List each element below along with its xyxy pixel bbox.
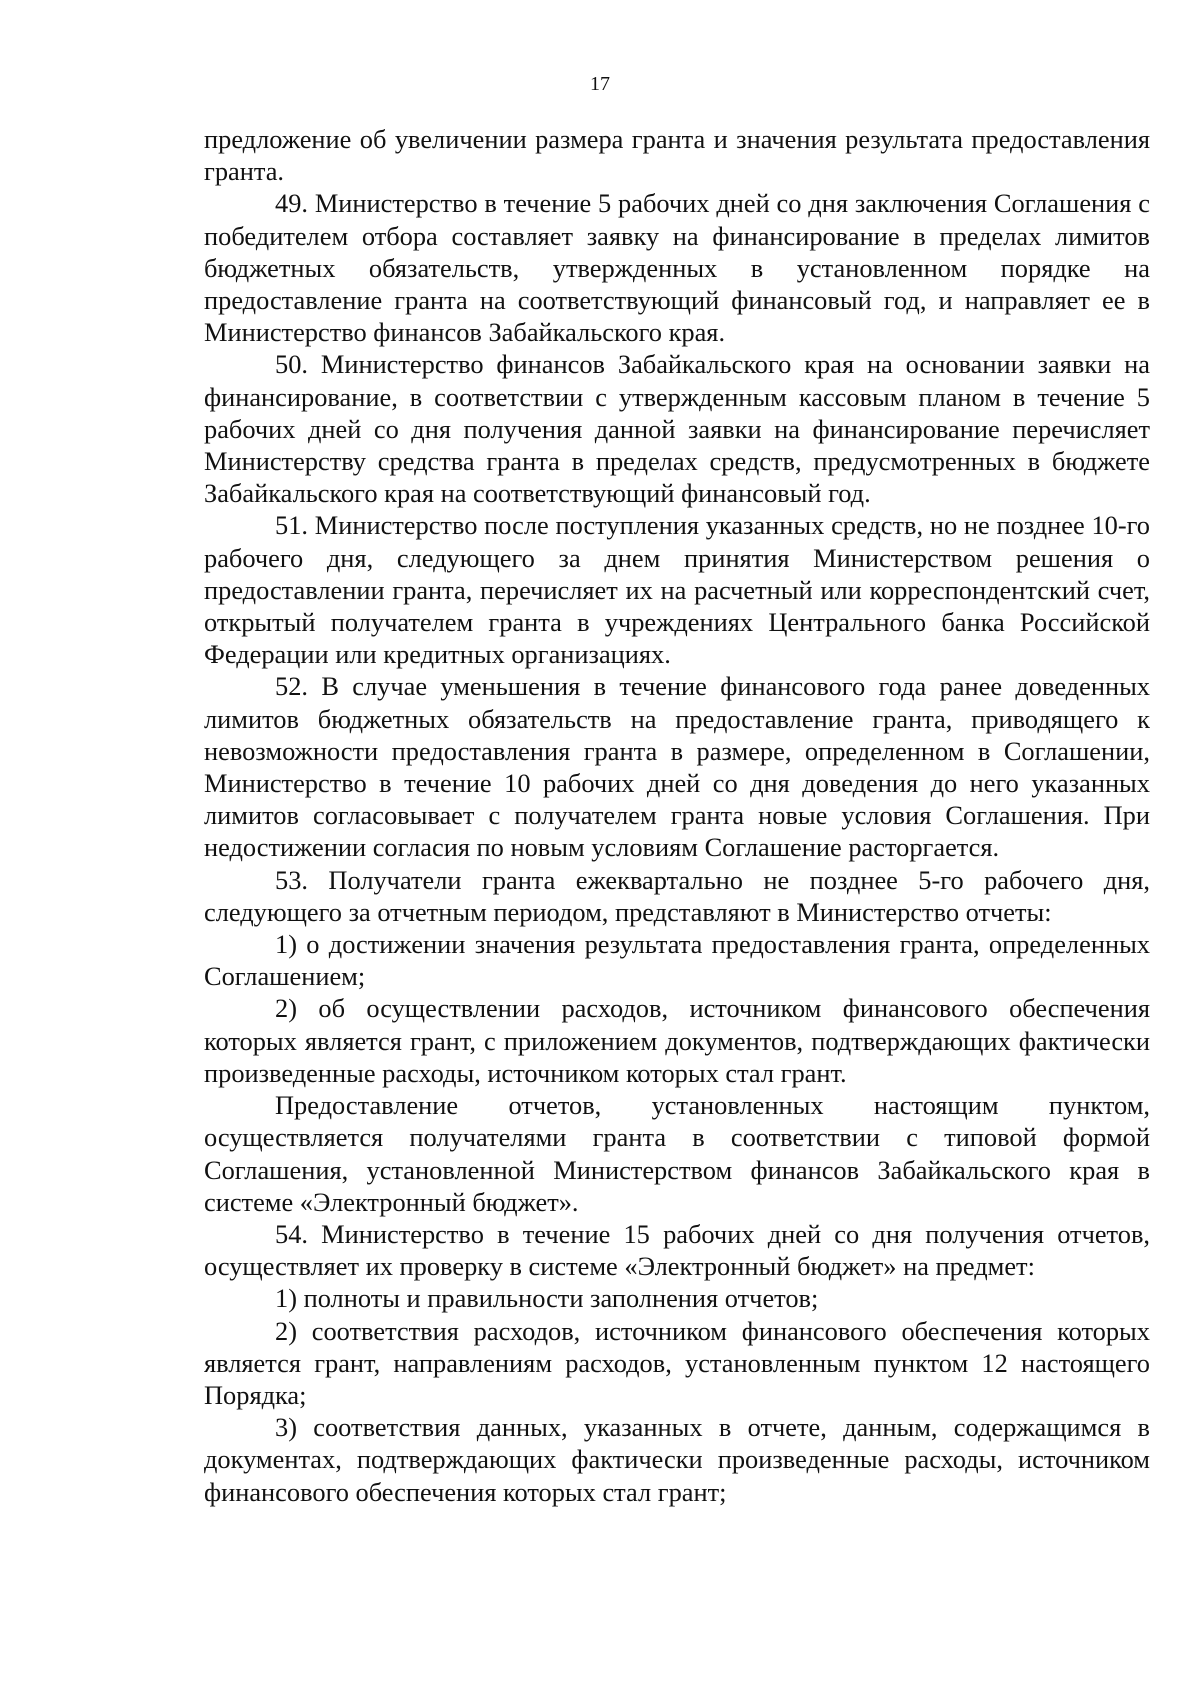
document-body <box>204 123 1150 1508</box>
paragraph-54-item-1: 1) полноты и правильности заполнения отчетов; <box>275 1283 819 1314</box>
paragraph-continuation: предложение об увеличении размера гранта и значения результата предоставления гранта. <box>204 124 1150 187</box>
page-number: 17 <box>590 73 610 95</box>
paragraph-49: 49. Министерство в течение 5 рабочих дней со дня заключения Соглашения с победителем отбора составляет заявку на финансирование в пределах лимитов бюджетных обязательств, утвержденных в установленном порядке на предоставление гранта на соответствующий финансовый год, и направляет ее в Министерство финансов Забайкальского края. <box>204 188 1150 348</box>
paragraph-54-item-3: 3) соответствия данных, указанных в отчете, данным, содержащимся в документах, подтверждающих фактически произведенные расходы, источником финансового обеспечения которых стал грант; <box>204 1412 1150 1507</box>
paragraph-54: 54. Министерство в течение 15 рабочих дней со дня получения отчетов, осуществляет их проверку в системе «Электронный бюджет» на предмет: <box>204 1218 1150 1282</box>
paragraph-53-reports: Предоставление отчетов, установленных настоящим пунктом, осуществляется получателями гранта в соответствии с типовой формой Соглашения, установленной Министерством финансов Забайкальского края в системе «Электронный бюджет». <box>204 1090 1150 1217</box>
paragraph-54-item-2: 2) соответствия расходов, источником финансового обеспечения которых является грант, направлениям расходов, установленным пунктом 12 настоящего Порядка; <box>204 1315 1150 1410</box>
paragraph-51: 51. Министерство после поступления указанных средств, но не позднее 10-го рабочего дня, следующего за днем принятия Министерством решения о предоставлении гранта, перечисляет их на расчетный или корреспондентский счет, открытый получателем гранта в учреждениях Центрального банка Российской Федерации или кредитных организациях. <box>204 510 1150 670</box>
paragraph-53: 53. Получатели гранта ежеквартально не позднее 5-го рабочего дня, следующего за отчетным периодом, представляют в Министерство отчеты: <box>204 864 1150 927</box>
paragraph-52: 52. В случае уменьшения в течение финансового года ранее доведенных лимитов бюджетных обязательств на предоставление гранта, приводящего к невозможности предоставления гранта в размере, определенном в Соглашении, Министерство в течение 10 рабочих дней со дня доведения до него указанных лимитов согласовывает с получателем гранта новые условия Соглашения. При недостижении согласия по новым условиям Соглашение расторгается. <box>204 671 1150 863</box>
paragraph-50: 50. Министерство финансов Забайкальского края на основании заявки на финансирование, в соответствии с утвержденным кассовым планом в течение 5 рабочих дней со дня получения данной заявки на финансирование перечисляет Министерству средства гранта в пределах средств, предусмотренных в бюджете Забайкальского края на соответствующий финансовый год. <box>204 349 1150 509</box>
paragraph-53-item-1: 1) о достижении значения результата предоставления гранта, определенных Соглашением; <box>204 929 1150 992</box>
paragraph-53-item-2: 2) об осуществлении расходов, источником финансового обеспечения которых является грант, с приложением документов, подтверждающих фактически произведенные расходы, источником которых стал грант. <box>204 993 1150 1088</box>
